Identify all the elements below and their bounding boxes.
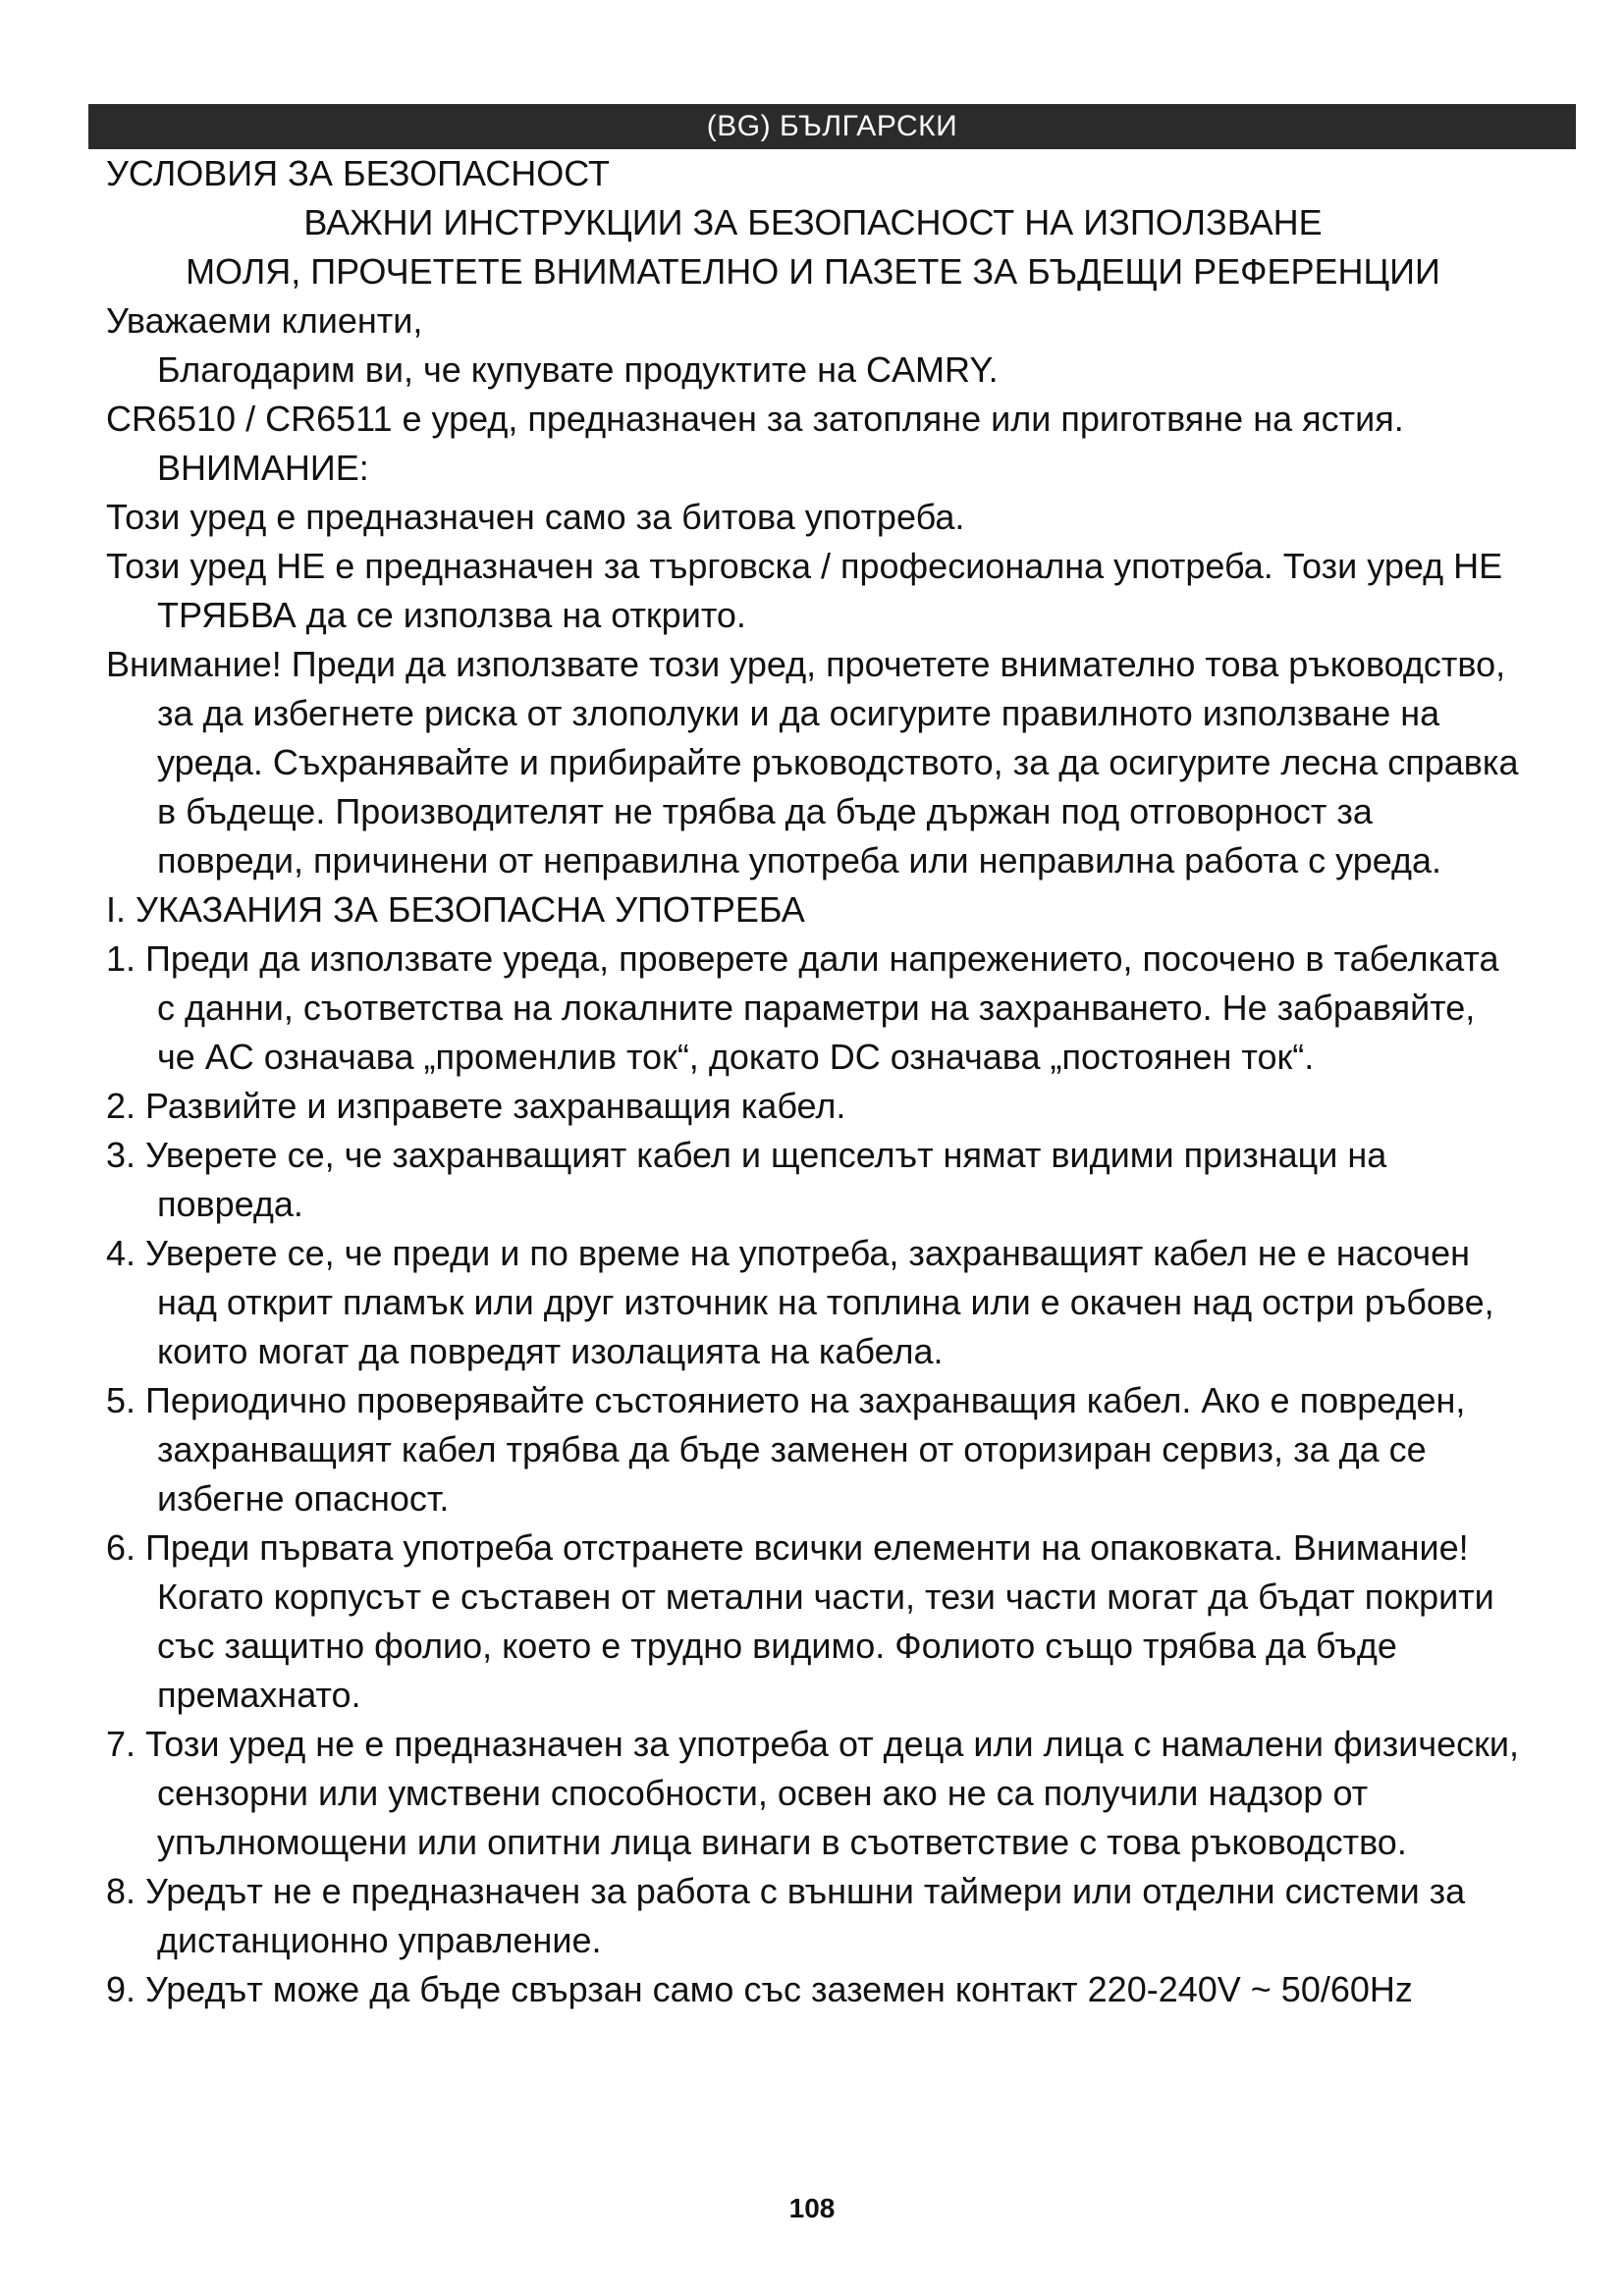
manual-content bbox=[106, 149, 1520, 2014]
warning-paragraph: Внимание! Преди да използвате този уред, прочетете внимателно това ръководство, за да избегнете риска от злополуки и да осигурите правилното използване на уреда. Съхранявайте и прибирайте ръководството, за да осигурите лесна справка в бъдеще. Производителят не трябва да бъде държан под отговорност за повреди, причинени от неправилна употреба или неправилна работа с уреда. bbox=[106, 644, 1519, 881]
commercial-note: Този уред НЕ е предназначен за търговска / професионална употреба. Този уред НЕ ТРЯБВА да се използва на открито. bbox=[106, 546, 1503, 635]
subtitle-important: ВАЖНИ ИНСТРУКЦИИ ЗА БЕЗОПАСНОСТ НА ИЗПОЛЗВАНЕ bbox=[303, 202, 1323, 242]
list-item: 8. Уредът не е предназначен за работа с външни таймери или отделни системи за дистанционно управление. bbox=[106, 1871, 1466, 1960]
section-title: УСЛОВИЯ ЗА БЕЗОПАСНОСТ bbox=[106, 153, 611, 193]
attention-label: ВНИМАНИЕ: bbox=[157, 448, 369, 488]
subtitle-read-carefully: МОЛЯ, ПРОЧЕТЕТЕ ВНИМАТЕЛНО И ПАЗЕТЕ ЗА БЪДЕЩИ РЕФЕРЕНЦИИ bbox=[186, 251, 1440, 292]
language-banner: (BG) БЪЛГАРСКИ bbox=[88, 104, 1576, 149]
household-note: Този уред е предназначен само за битова употреба. bbox=[106, 497, 965, 537]
list-item: 2. Развийте и изправете захранващия кабел. bbox=[106, 1086, 846, 1126]
list-item: 4. Уверете се, че преди и по време на употреба, захранващият кабел не е насочен над открит пламък или друг източник на топлина или е окачен над остри ръбове, които могат да повредят изолацията на кабела. bbox=[106, 1233, 1494, 1371]
safe-use-heading: I. УКАЗАНИЯ ЗА БЕЗОПАСНА УПОТРЕБА bbox=[106, 889, 805, 930]
list-item: 1. Преди да използвате уреда, проверете дали напрежението, посочено в табелката с данни, съответства на локалните параметри на захранването. Не забравяйте, че AC означава „променлив ток“, докато DC означава „постоянен ток“. bbox=[106, 938, 1499, 1077]
list-item: 3. Уверете се, че захранващият кабел и щепселът нямат видими признаци на повреда. bbox=[106, 1135, 1387, 1224]
greeting: Уважаеми клиенти, bbox=[106, 300, 423, 341]
list-item: 5. Периодично проверявайте състоянието на захранващия кабел. Ако е повреден, захранващият кабел трябва да бъде заменен от оторизиран сервиз, за да се избегне опасност. bbox=[106, 1380, 1466, 1519]
page-number: 108 bbox=[788, 2193, 836, 2223]
thanks-text: Благодарим ви, че купувате продуктите на CAMRY. bbox=[157, 349, 999, 390]
list-item: 9. Уредът може да бъде свързан само със заземен контакт 220-240V ~ 50/60Hz bbox=[106, 1969, 1413, 2009]
product-description: CR6510 / CR6511 е уред, предназначен за затопляне или приготвяне на ястия. bbox=[106, 399, 1404, 439]
list-item: 7. Този уред не е предназначен за употреба от деца или лица с намалени физически, сензорни или умствени способности, освен ако не са получили надзор от упълномощени или опитни лица винаги в съответствие с това ръководство. bbox=[106, 1724, 1519, 1862]
list-item: 6. Преди първата употреба отстранете всички елементи на опаковката. Внимание! Когато корпусът е съставен от метални части, тези части могат да бъдат покрити със защитно фолио, което е трудно видимо. Фолиото също трябва да бъде премахнато. bbox=[106, 1527, 1494, 1715]
